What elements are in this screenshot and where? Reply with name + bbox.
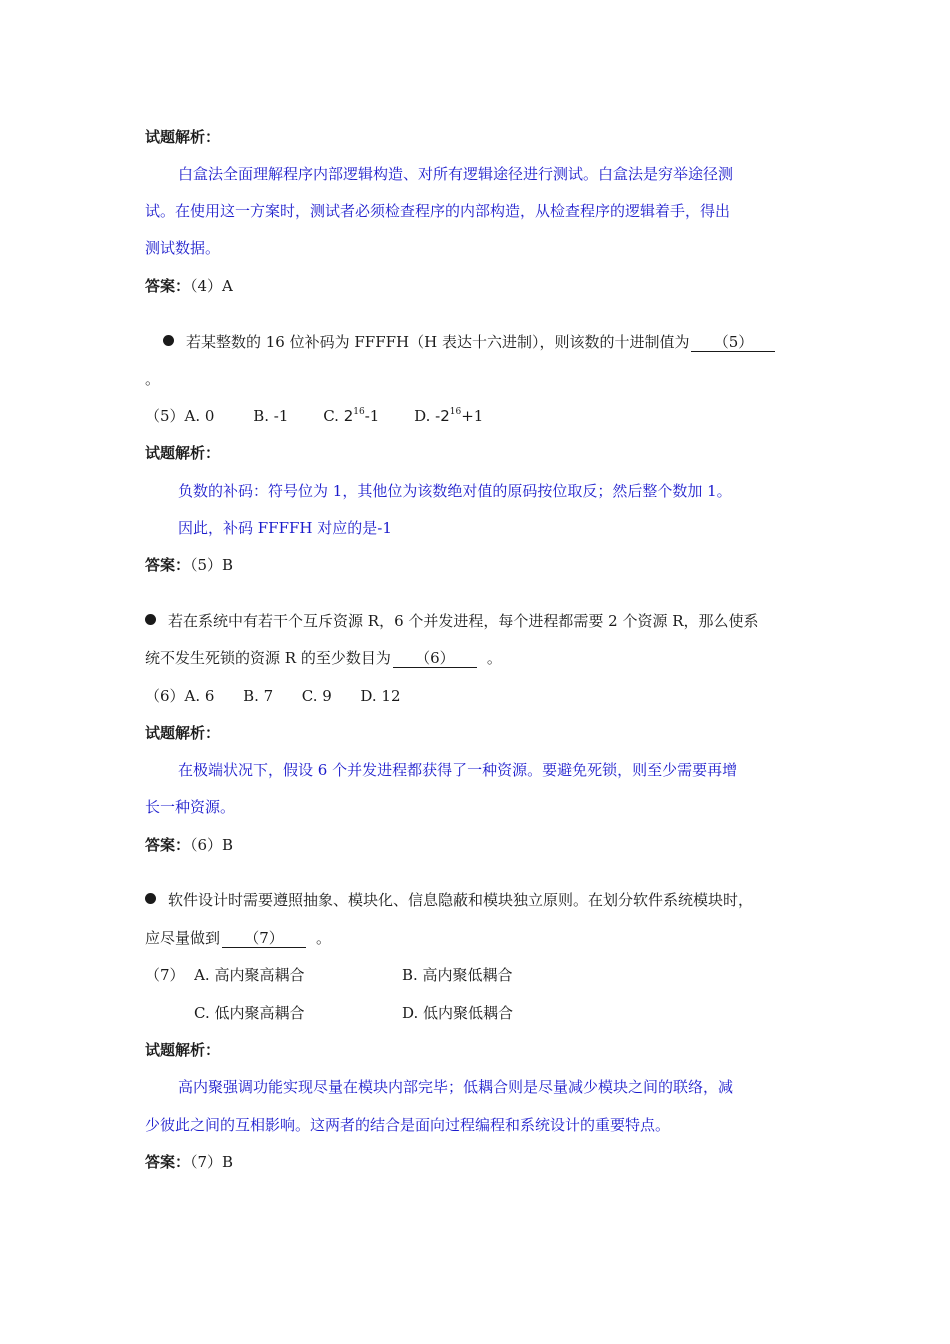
answer-blank: （7） [222, 929, 306, 948]
question-text: 若某整数的 16 位补码为 FFFFH（H 表达十六进制），则该数的十进制值为 [186, 333, 690, 351]
option-b: B. -1 [253, 407, 289, 425]
answer-label: 答案： [145, 1153, 191, 1171]
question-options: （6）A. 6 B. 7 C. 9 D. 12 [145, 687, 401, 705]
analysis-text: 少彼此之间的互相影响。这两者的结合是面向过程编程和系统设计的重要特点。 [145, 1116, 671, 1134]
question-stem-cont: 统不发生死锁的资源 R 的至少数目为 （6） 。 [145, 649, 502, 667]
answer-line [145, 1152, 233, 1172]
analysis-text: 长一种资源。 [145, 798, 236, 816]
question-options [145, 406, 483, 426]
answer-value: （4）A [190, 277, 233, 295]
option-c: C. 低内聚高耦合 [194, 1004, 305, 1022]
answer-value: （6）B [190, 836, 234, 854]
analysis-text: 高内聚强调功能实现尽量在模块内部完毕；低耦合则是尽量减少模块之间的联络，减 [178, 1078, 734, 1096]
answer-line [145, 276, 233, 296]
answer-line [145, 835, 233, 855]
analysis-text: 在极端状况下，假设 6 个并发进程都获得了一种资源。要避免死锁，则至少需要再增 [178, 761, 738, 779]
analysis-text: 白盒法全面理解程序内部逻辑构造、对所有逻辑途径进行测试。白盒法是穷举途径测 [178, 165, 734, 183]
answer-blank: （6） [393, 649, 477, 668]
question-stem [145, 890, 753, 910]
analysis-heading: 试题解析： [145, 1041, 221, 1059]
answer-blank: （5） [691, 333, 775, 352]
option-c: C. $2^{16}-1$ [323, 407, 380, 425]
answer-label: 答案： [145, 277, 191, 295]
option-a: （7） A. 高内聚高耦合 [145, 966, 305, 984]
question-stem [145, 611, 759, 631]
analysis-text: 因此，补码 FFFFH 对应的是-1 [178, 519, 392, 537]
question-stem-cont: 应尽量做到 （7） 。 [145, 929, 332, 947]
question-text: 软件设计时需要遵照抽象、模块化、信息隐蔽和模块独立原则。在划分软件系统模块时， [168, 891, 754, 909]
bullet-icon [145, 614, 156, 625]
analysis-text: 负数的补码：符号位为 1，其他位为该数绝对值的原码按位取反；然后整个数加 1。 [178, 482, 732, 500]
answer-value: （7）B [190, 1153, 234, 1171]
analysis-heading: 试题解析： [145, 444, 221, 462]
analysis-heading: 试题解析： [145, 724, 221, 742]
bullet-icon [163, 335, 174, 346]
analysis-text: 测试数据。 [145, 239, 221, 257]
bullet-icon [145, 893, 156, 904]
answer-label: 答案： [145, 556, 191, 574]
option-d: D. $-2^{16}+1$ [414, 407, 484, 425]
analysis-text: 试。在使用这一方案时，测试者必须检查程序的内部构造，从检查程序的逻辑着手，得出 [145, 202, 731, 220]
analysis-heading: 试题解析： [145, 128, 221, 146]
option-d: D. 低内聚低耦合 [402, 1004, 514, 1022]
question-stem [163, 332, 775, 352]
answer-value: （5）B [190, 556, 234, 574]
answer-label: 答案： [145, 836, 191, 854]
question-stem-end: 。 [145, 370, 161, 388]
option-a: （5）A. 0 [145, 407, 215, 425]
answer-line [145, 555, 233, 575]
option-b: B. 高内聚低耦合 [402, 966, 513, 984]
question-text: 若在系统中有若干个互斥资源 R，6 个并发进程，每个进程都需要 2 个资源 R，那么使系 [168, 612, 759, 630]
